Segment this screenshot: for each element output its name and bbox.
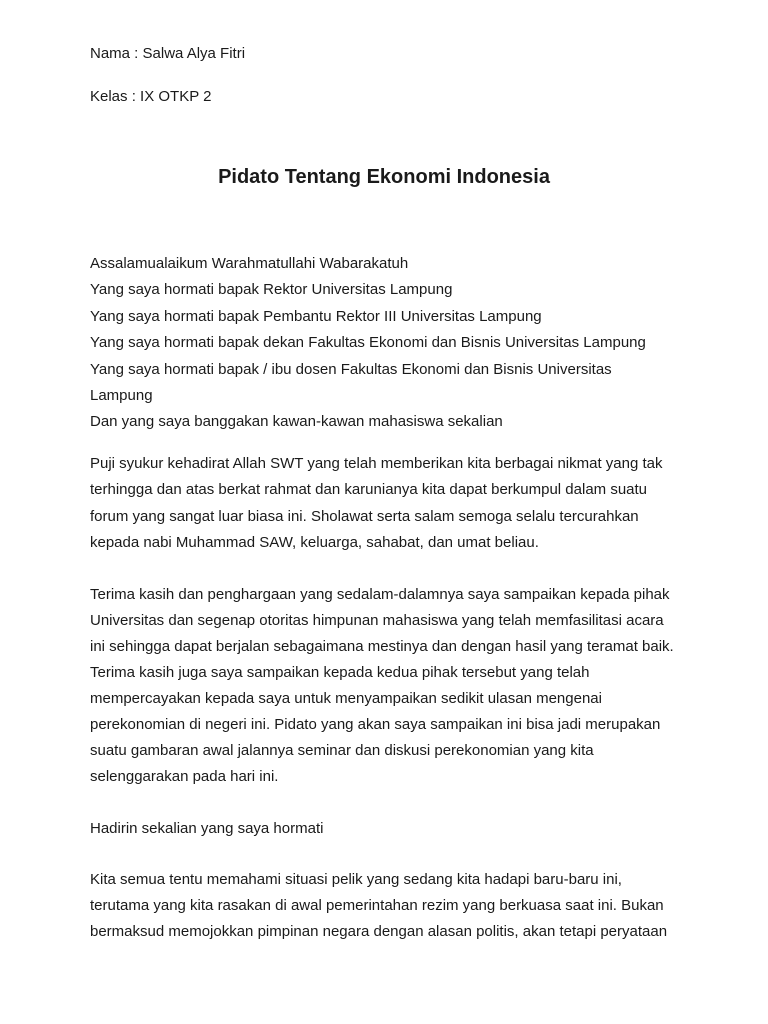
paragraph-line: bermaksud memojokkan pimpinan negara dengan alasan politis, akan tetapi peryataan: [90, 923, 668, 940]
paragraph-line: Kita semua tentu memahami situasi pelik yang sedang kita hadapi baru-baru ini,: [90, 871, 622, 888]
paragraph-line: Terima kasih juga saya sampaikan kepada kedua pihak tersebut yang telah: [90, 664, 590, 681]
paragraph-line: ini sehingga dapat berjalan sebagaimana mestinya dan dengan hasil yang teramat baik.: [90, 638, 674, 655]
greeting-line: Assalamualaikum Warahmatullahi Wabarakatuh: [90, 255, 409, 272]
greeting-line: Yang saya hormati bapak / ibu dosen Fakultas Ekonomi dan Bisnis Universitas: [90, 361, 612, 378]
greeting-line: Yang saya hormati bapak dekan Fakultas Ekonomi dan Bisnis Universitas Lampung: [90, 334, 646, 351]
paragraph-line: Terima kasih dan penghargaan yang sedalam-dalamnya saya sampaikan kepada pihak: [90, 586, 670, 603]
paragraph-line: kepada nabi Muhammad SAW, keluarga, sahabat, dan umat beliau.: [90, 534, 539, 551]
greeting-line: Yang saya hormati bapak Pembantu Rektor III Universitas Lampung: [90, 308, 542, 325]
paragraph-line: suatu gambaran awal jalannya seminar dan diskusi perekonomian yang kita: [90, 742, 594, 759]
paragraph-line: Hadirin sekalian yang saya hormati: [90, 820, 324, 837]
paragraph-line: Puji syukur kehadirat Allah SWT yang telah memberikan kita berbagai nikmat yang tak: [90, 455, 663, 472]
greeting-line: Dan yang saya banggakan kawan-kawan mahasiswa sekalian: [90, 413, 503, 430]
student-class: Kelas : IX OTKP 2: [90, 88, 212, 105]
paragraph-line: selenggarakan pada hari ini.: [90, 768, 279, 785]
greeting-line: Lampung: [90, 387, 153, 404]
page-title: Pidato Tentang Ekonomi Indonesia: [218, 166, 550, 188]
greeting-line: Yang saya hormati bapak Rektor Universitas Lampung: [90, 281, 453, 298]
paragraph-line: perekonomian di negeri ini. Pidato yang akan saya sampaikan ini bisa jadi merupakan: [90, 716, 661, 733]
paragraph-line: terutama yang kita rasakan di awal pemerintahan rezim yang berkuasa saat ini. Bukan: [90, 897, 664, 914]
paragraph-line: Universitas dan segenap otoritas himpunan mahasiswa yang telah memfasilitasi acara: [90, 612, 664, 629]
paragraph-line: forum yang sangat luar biasa ini. Sholawat serta salam semoga selalu tercurahkan: [90, 508, 639, 525]
student-name: Nama : Salwa Alya Fitri: [90, 45, 246, 62]
paragraph-line: mempercayakan kepada saya untuk menyampaikan sedikit ulasan mengenai: [90, 690, 602, 707]
paragraph-line: terhingga dan atas berkat rahmat dan karunianya kita dapat berkumpul dalam suatu: [90, 481, 648, 498]
